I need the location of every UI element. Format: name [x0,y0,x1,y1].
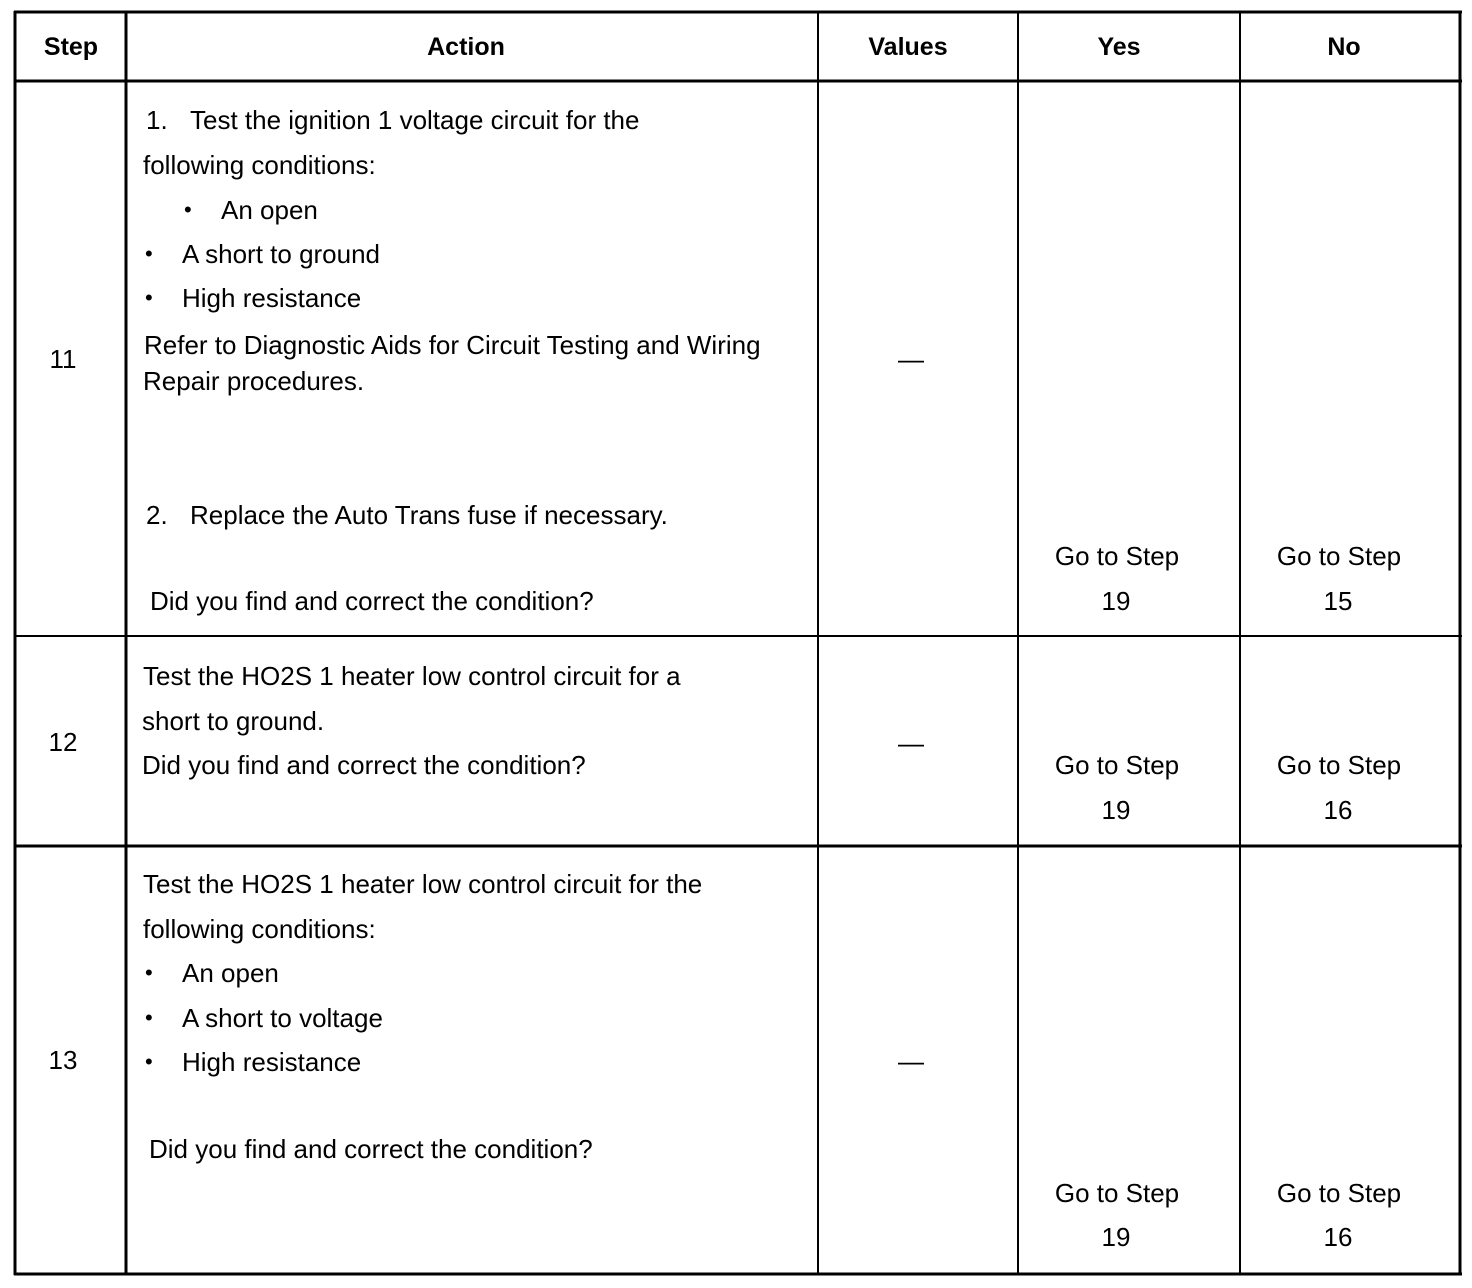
no-goto-step: 16 [1323,1222,1353,1252]
action-text: short to ground. [142,706,325,736]
no-goto-step: 16 [1323,795,1353,825]
values-cell: — [898,344,924,374]
step-number: 12 [48,727,78,757]
no-goto-label: Go to Step [1276,541,1402,571]
action-text: Replace the Auto Trans fuse if necessary. [190,500,668,530]
values-cell: — [898,1046,924,1076]
header-action: Action [427,33,505,61]
bullet-icon: • [184,197,192,222]
header-no: No [1327,33,1361,61]
bullet-icon: • [145,1049,153,1074]
bullet-text: High resistance [182,283,362,313]
action-text: Test the ignition 1 voltage circuit for the [190,105,640,135]
bullet-icon: • [145,241,153,266]
bullet-icon: • [145,285,153,310]
yes-goto-label: Go to Step [1054,750,1180,780]
header-yes: Yes [1097,33,1141,61]
yes-goto-label: Go to Step [1054,541,1180,571]
yes-goto-label: Go to Step [1054,1178,1180,1208]
list-number: 2. [146,500,168,530]
bullet-text: An open [182,958,279,988]
question-text: Did you find and correct the condition? [149,1134,593,1164]
bullet-text: A short to ground [182,239,381,269]
header-step: Step [43,33,99,61]
action-text: following conditions: [143,150,376,180]
header-values: Values [868,33,948,61]
yes-goto-step: 19 [1101,795,1131,825]
yes-goto-step: 19 [1101,586,1131,616]
bullet-text: A short to voltage [182,1003,383,1033]
action-text: Test the HO2S 1 heater low control circuit for the [143,869,703,899]
action-text: Repair procedures. [143,366,365,396]
yes-goto-step: 19 [1101,1222,1131,1252]
question-text: Did you find and correct the condition? [142,750,586,780]
bullet-icon: • [145,960,153,985]
values-cell: — [898,728,924,758]
action-text: Refer to Diagnostic Aids for Circuit Testing and Wiring [144,330,761,360]
bullet-text: An open [221,195,318,225]
action-text: Test the HO2S 1 heater low control circuit for a [143,661,681,691]
no-goto-label: Go to Step [1276,750,1402,780]
bullet-text: High resistance [182,1047,362,1077]
no-goto-step: 15 [1323,586,1353,616]
list-number: 1. [146,105,168,135]
bullet-icon: • [145,1005,153,1030]
step-number: 11 [49,344,77,374]
step-number: 13 [48,1045,78,1075]
no-goto-label: Go to Step [1276,1178,1402,1208]
action-text: following conditions: [143,914,376,944]
question-text: Did you find and correct the condition? [150,586,594,616]
